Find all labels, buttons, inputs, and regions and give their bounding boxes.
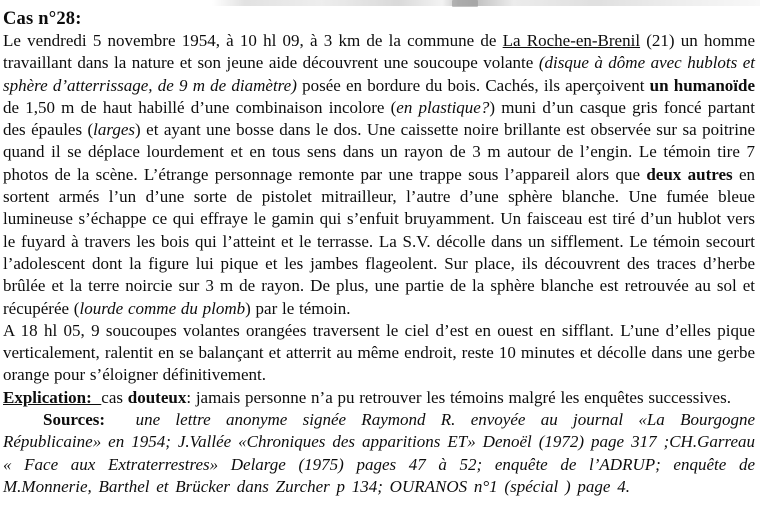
- text-segment: Sources:: [43, 410, 106, 430]
- text-segment: ) et ayant une bosse dans le dos. Une caissette noire brillante est observée sur sa poitrine quand il se déplace lourdement et en tous sens dans un rayon de 3 m autour de l’engin. Le témoin tire 7 photos de la scène. L’étrange personnage remonte par une trappe sous l’appareil alors que: [3, 120, 755, 184]
- text-segment: posée en bordure du bois. Cachés, ils aperçoivent: [296, 75, 650, 95]
- text-segment: (21) un homme travaillant dans la nature et son jeune aide découvrent une soucoupe volante: [3, 31, 755, 73]
- text-segment: une lettre anonyme signée Raymond R. envoyée au journal «La Bourgogne Républicaine» en 1954; J.Vallée «Chroniques des apparitions ET» Denoël (1972) page 317 ;CH.Garreau « Face aux Extraterrestres» Delarge (1975) pages 47 à 52; enquête de l’ADRUP; enquête de M.Monnerie, Barthel et Brücker dans Zurcher p 134; OURANOS n°1 (spécial ) page 4.: [3, 410, 756, 496]
- paragraph-evening-sighting: [3, 320, 755, 387]
- scan-artifact-mark: [452, 0, 478, 7]
- text-segment: ) par le témoin.: [245, 298, 351, 318]
- text-segment: larges: [93, 120, 136, 140]
- text-segment: A 18 hl 05, 9 soucoupes volantes orangées traversent le ciel d’est en ouest en sifflant. L’une d’elles pique verticalement, ralentit en se balançant et atterrit au même endroit, reste 10 minutes et décolle dans une gerbe orange pour s’éloigner définitivement.: [3, 320, 755, 385]
- paragraph-case-description: [3, 30, 755, 320]
- text-segment: : jamais personne n’a pu retrouver les témoins malgré les enquêtes successives.: [186, 387, 731, 407]
- paragraph-explanation: [3, 387, 755, 409]
- text-segment: Explication:: [3, 387, 102, 407]
- text-segment: cas: [101, 387, 128, 407]
- text-segment: deux autres: [646, 164, 733, 184]
- text-segment: de 1,50 m de haut habillé d’une combinaison incolore (: [3, 97, 397, 117]
- text-segment: ) muni d’un casque gris foncé partant des épaules (: [3, 97, 755, 140]
- text-segment: (disque à dôme avec hublots et sphère d’atterrissage, de 9 m de diamètre): [3, 53, 756, 95]
- text-segment: Le vendredi 5 novembre 1954, à 10 hl 09, à 3 km de la commune de: [3, 31, 503, 50]
- text-segment: douteux: [127, 387, 187, 407]
- paragraph-sources: [3, 409, 755, 498]
- text-segment: un humanoïde: [649, 75, 756, 95]
- text-segment: en sortent armés l’un d’une sorte de pistolet mitrailleur, l’autre d’une sphère blanche. Une fumée bleue lumineuse s’échappe ce qui effraye le gamin qui s’enfuit bruyamment. Un faisceau est tiré d’un hublot vers le fuyard à travers les bois qui l’atteint et le terrasse. La S.V. décolle dans un sifflement. Le témoin secourt l’adolescent dont la figure lui pique et les jambes flageolent. Sur place, ils découvrent des traces d’herbe brûlée et la terre noircie sur 3 m de rayon. De plus, une partie de la sphère blanche est retrouvée au sol et récupérée (: [3, 164, 755, 318]
- scan-artifact-streak: [212, 0, 760, 6]
- text-segment: [105, 410, 136, 429]
- case-title: Cas n°28:: [3, 9, 82, 29]
- text-segment: en plastique?: [396, 97, 490, 117]
- text-segment: La Roche-en-Brenil: [502, 31, 641, 50]
- text-segment: lourde comme du plomb: [79, 298, 246, 318]
